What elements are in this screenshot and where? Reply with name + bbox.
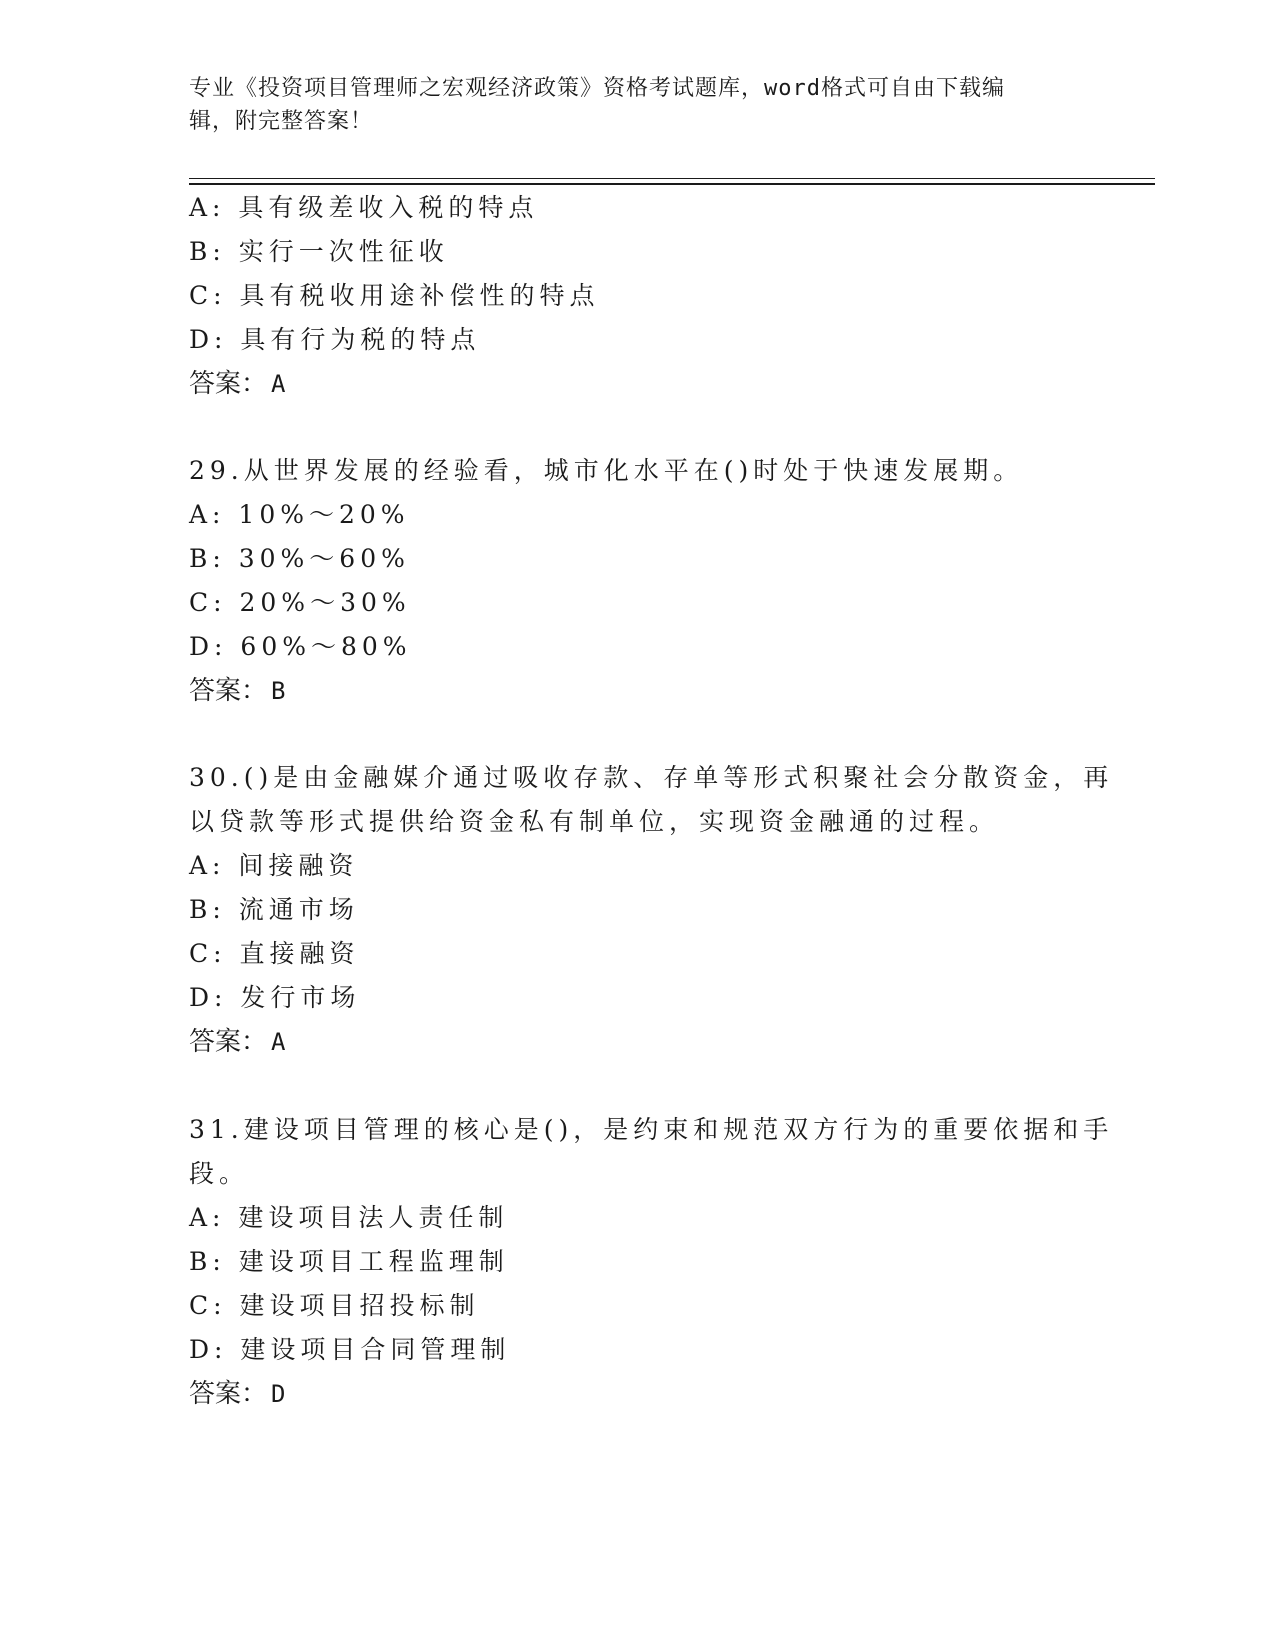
header-divider-thin <box>189 178 1155 179</box>
q30-stem-line-1: 30.()是由金融媒介通过吸收存款、存单等形式积聚社会分散资金，再 <box>189 763 1114 792</box>
q31-option-c: C: 建设项目招投标制 <box>189 1291 480 1320</box>
q29-answer <box>189 676 285 706</box>
q28-answer-label: 答案： <box>189 369 268 399</box>
q30-stem-line-2: 以贷款等形式提供给资金私有制单位，实现资金融通的过程。 <box>189 807 1000 836</box>
header-intro-line-2: 辑，附完整答案！ <box>189 109 374 134</box>
q29-option-b: B: 30%～60% <box>189 544 410 573</box>
q31-option-a: A: 建设项目法人责任制 <box>189 1203 509 1232</box>
q30-answer <box>189 1027 285 1057</box>
q28-option-c: C: 具有税收用途补偿性的特点 <box>189 281 600 310</box>
q28-answer <box>189 369 285 399</box>
q30-option-b: B: 流通市场 <box>189 895 359 924</box>
q30-option-c: C: 直接融资 <box>189 939 360 968</box>
q31-answer-label: 答案： <box>189 1379 268 1409</box>
q29-option-d: D: 60%～80% <box>189 632 412 661</box>
q30-answer-value: A <box>271 1028 286 1056</box>
header-intro-line-1: 专业《投资项目管理师之宏观经济政策》资格考试题库，word格式可自由下载编 <box>189 76 1005 101</box>
q31-stem-line-1: 31.建设项目管理的核心是()，是约束和规范双方行为的重要依据和手 <box>189 1115 1114 1144</box>
q30-option-a: A: 间接融资 <box>189 851 359 880</box>
q30-option-d: D: 发行市场 <box>189 983 361 1012</box>
q31-answer-value: D <box>271 1380 286 1408</box>
q31-option-d: D: 建设项目合同管理制 <box>189 1335 511 1364</box>
q28-option-d: D: 具有行为税的特点 <box>189 325 481 354</box>
q28-option-b: B: 实行一次性征收 <box>189 237 449 266</box>
q28-answer-value: A <box>271 370 286 398</box>
q31-stem-line-2: 段。 <box>189 1159 250 1188</box>
header-divider-thick <box>189 183 1155 185</box>
q31-answer <box>189 1379 285 1409</box>
q31-option-b: B: 建设项目工程监理制 <box>189 1247 509 1276</box>
q29-answer-label: 答案： <box>189 676 268 706</box>
document-header <box>189 72 1089 138</box>
q29-stem-line-1: 29.从世界发展的经验看，城市化水平在()时处于快速发展期。 <box>189 456 1024 485</box>
q29-answer-value: B <box>271 677 286 705</box>
q30-answer-label: 答案： <box>189 1027 268 1057</box>
q29-option-a: A: 10%～20% <box>189 500 410 529</box>
q29-option-c: C: 20%～30% <box>189 588 411 617</box>
q28-option-a: A: 具有级差收入税的特点 <box>189 193 539 222</box>
